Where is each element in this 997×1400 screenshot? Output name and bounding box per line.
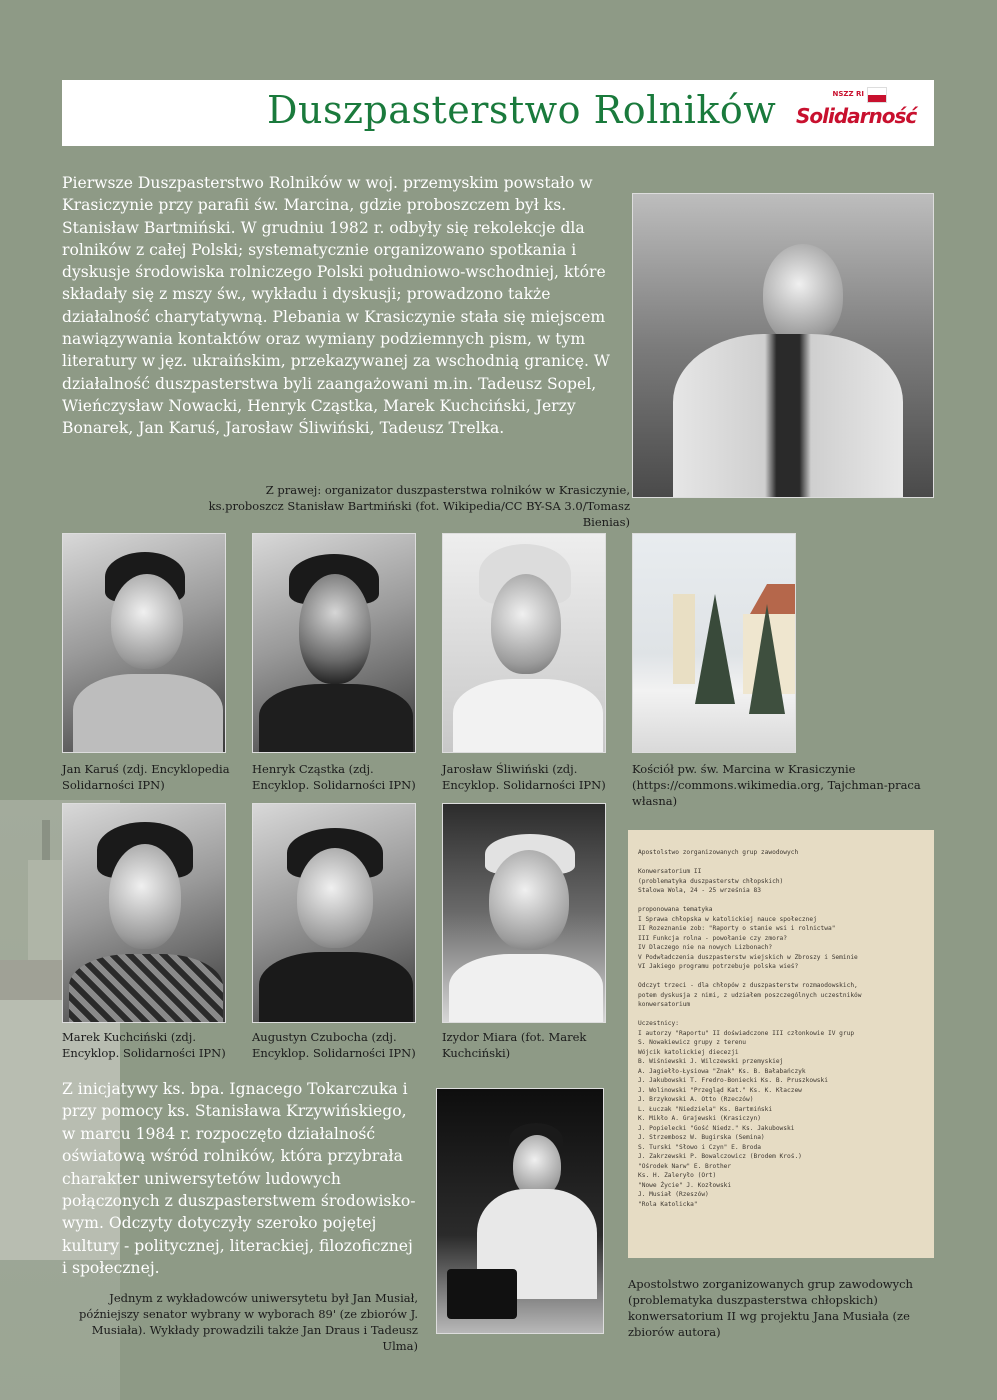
document-line: Uczestnicy: [638, 1020, 679, 1027]
document-line: IV Dlaczego nie na nowych Lizbonach? [638, 944, 773, 951]
portrait-czastka-photo [252, 533, 416, 753]
document-line: "Ośrodek Narw" E. Brother [638, 1162, 732, 1170]
document-line: L. Łuczak "Niedziela" Ks. Bartmiński [638, 1105, 773, 1113]
czastka-caption: Henryk Cząstka (zdj. Encyklop. Solidarności IPN) [252, 762, 416, 792]
document-line: I autorzy "Raportu" II doświadczone III członkowie IV grup [638, 1029, 855, 1037]
university-paragraph: Z inicjatywy ks. bpa. Ignacego Tokarczuka i przy pomocy ks. Stanisława Krzywińskiego, w marcu 1984 r. rozpoczęto działalność oświatową wśród rolników, która przybrała charakter uniwersytetów ludowych połączonych z duszpasterstwem środowisko-wym. Odczyty dotyczyły szeroko pojętej kultury - politycznej, literackiej, filozoficznej i społecznej. [62, 1080, 416, 1278]
church-krasiczyn-photo [632, 533, 796, 753]
document-line: K. Mikło A. Grajewski (Krasiczyn) [638, 1115, 761, 1122]
document-line: III Funkcja rolna - powołanie czy zmora? [638, 934, 788, 942]
intro-paragraph: Pierwsze Duszpasterstwo Rolników w woj. przemyskim powstało w Krasiczynie przy parafii św. Marcina, gdzie proboszczem był ks. Stanisław Bartmiński. W grudniu 1982 r. odbyły się rekolekcje dla rolników z całej Polski; systematycznie organizowano spotkania i dyskusje środowiska rolniczego Polski południowo-wschodniej, które składały się z mszy św., wykładu i dyskusji; prowadzono także działalność charytatywną. Plebania w Krasiczynie stała się miejscem nawiązywania kontaktów oraz wymiany podziemnych pism, w tym literatury w jęz. ukraińskim, przekazywanej za wschodnią granicę. W działalność duszpasterstwa byli zaangażowani m.in. Tadeusz Sopel, Wieńczysław Nowacki, Henryk Cząstka, Marek Kuchciński, Jerzy Bonarek, Jan Karuś, Jarosław Śliwiński, Tadeusz Trelka. [62, 174, 610, 438]
document-line: "Rola Katolicka" [638, 1200, 698, 1208]
document-line: (problematyka duszpasterstw chłopskich) [638, 877, 784, 885]
page-title: Duszpasterstwo Rolników [267, 88, 777, 132]
document-line: A. Jagiełło-Łysiowa "Znak" Ks. B. Bałabańczyk [638, 1067, 806, 1075]
document-line: Wójcik katolickiej diecezji [638, 1048, 739, 1056]
document-line: J. Brzykowski A. Otto (Rzeczów) [638, 1096, 754, 1103]
header-banner [62, 80, 934, 146]
musial-caption: Jednym z wykładowców uniwersytetu był Jan Musiał, późniejszy senator wybrany w wyborach 89' (ze zbiorów J. Musiała). Wykłady prowadzili także Jan Draus i Tadeusz Ulma) [79, 1291, 418, 1353]
portrait-kuchcinski-photo [62, 803, 226, 1023]
church-caption: Kościół pw. św. Marcina w Krasiczynie (https://commons.wikimedia.org, Tajchman-praca własna) [632, 762, 921, 808]
document-line: S. Turski "Słowo i Czyn" E. Broda [638, 1143, 761, 1151]
document-line: konwersatorium [638, 1001, 691, 1008]
portrait-miara-photo [442, 803, 606, 1023]
sliwinski-caption: Jarosław Śliwiński (zdj. Encyklop. Solidarności IPN) [442, 762, 606, 792]
document-line: Ks. H. Zaleryło (Ort) [638, 1172, 717, 1179]
document-line: J. Zakrzewski P. Bowalczowicz (Brodem Kroś.) [638, 1153, 802, 1160]
document-line: Apostolstwo zorganizowanych grup zawodowych [638, 849, 799, 856]
document-line: J. Jakubowski T. Fredro-Boniecki Ks. B. Pruszkowski [638, 1077, 828, 1084]
kuchcinski-caption: Marek Kuchciński (zdj. Encyklop. Solidarności IPN) [62, 1030, 226, 1060]
document-caption: Apostolstwo zorganizowanych grup zawodowych (problematyka duszpasterstwa chłopskich) konwersatorium II wg projektu Jana Musiała (ze zbiorów autora) [628, 1277, 913, 1339]
miara-caption: Izydor Miara (fot. Marek Kuchciński) [442, 1030, 587, 1060]
document-line: potem dyskusja z nimi, z udziałem poszczególnych uczestników [638, 991, 862, 999]
document-line: I Sprawa chłopska w katolickiej nauce społecznej [638, 915, 817, 923]
document-line: J. Musiał (Rzeszów) [638, 1191, 709, 1198]
document-line: J. Strzembosz W. Bugirska (Semina) [638, 1134, 765, 1141]
priest-bartminski-photo [632, 193, 934, 498]
document-line: S. Nowakiewicz grupy z terenu [638, 1039, 747, 1046]
czubocha-caption: Augustyn Czubocha (zdj. Encyklop. Solidarności IPN) [252, 1030, 416, 1060]
document-line: VI Jakiego programu potrzebuje polska wieś? [638, 963, 799, 970]
document-line: V Podwładczenia duszpasterstw wiejskich w Zbroszy i Seminie [638, 953, 858, 961]
priest-caption: Z prawej: organizator duszpasterstwa rolników w Krasiczynie, ks.proboszcz Stanisław Bartmiński (fot. Wikipedia/CC BY-SA 3.0/Tomasz Bienias) [208, 483, 630, 529]
document-line: B. Wiśniewski J. Wilczewski przemyskiej [638, 1058, 784, 1065]
document-line: J. Wolinowski "Przegląd Kat." Ks. K. Kłaczew [638, 1086, 802, 1094]
portrait-czubocha-photo [252, 803, 416, 1023]
musial-typewriter-photo [436, 1088, 604, 1334]
document-line [638, 1010, 924, 1020]
solidarnosc-logo: NSZZ RI Solidarność [796, 90, 917, 128]
document-scan-photo [628, 830, 934, 1258]
document-line: II Rozeznanie zob: "Raporty o stanie wsi i rolnictwa" [638, 925, 836, 932]
document-line: Konwersatorium II [638, 868, 702, 875]
document-line: Stalowa Wola, 24 - 25 września 83 [638, 887, 761, 894]
document-line [638, 858, 924, 868]
document-line: Odczyt trzeci - dla chłopów z duszpasterstw rozmaodowskich, [638, 982, 858, 989]
portrait-sliwinski-photo [442, 533, 606, 753]
document-line: J. Popielecki "Gość Niedz." Ks. Jakubowski [638, 1124, 795, 1132]
portrait-karus-photo [62, 533, 226, 753]
karus-caption: Jan Karuś (zdj. Encyklopedia Solidarności IPN) [62, 762, 230, 792]
document-line [638, 972, 924, 982]
document-line [638, 896, 924, 906]
document-line: "Nowe Życie" J. Kozłowski [638, 1181, 732, 1189]
document-line: proponowana tematyka [638, 906, 713, 913]
